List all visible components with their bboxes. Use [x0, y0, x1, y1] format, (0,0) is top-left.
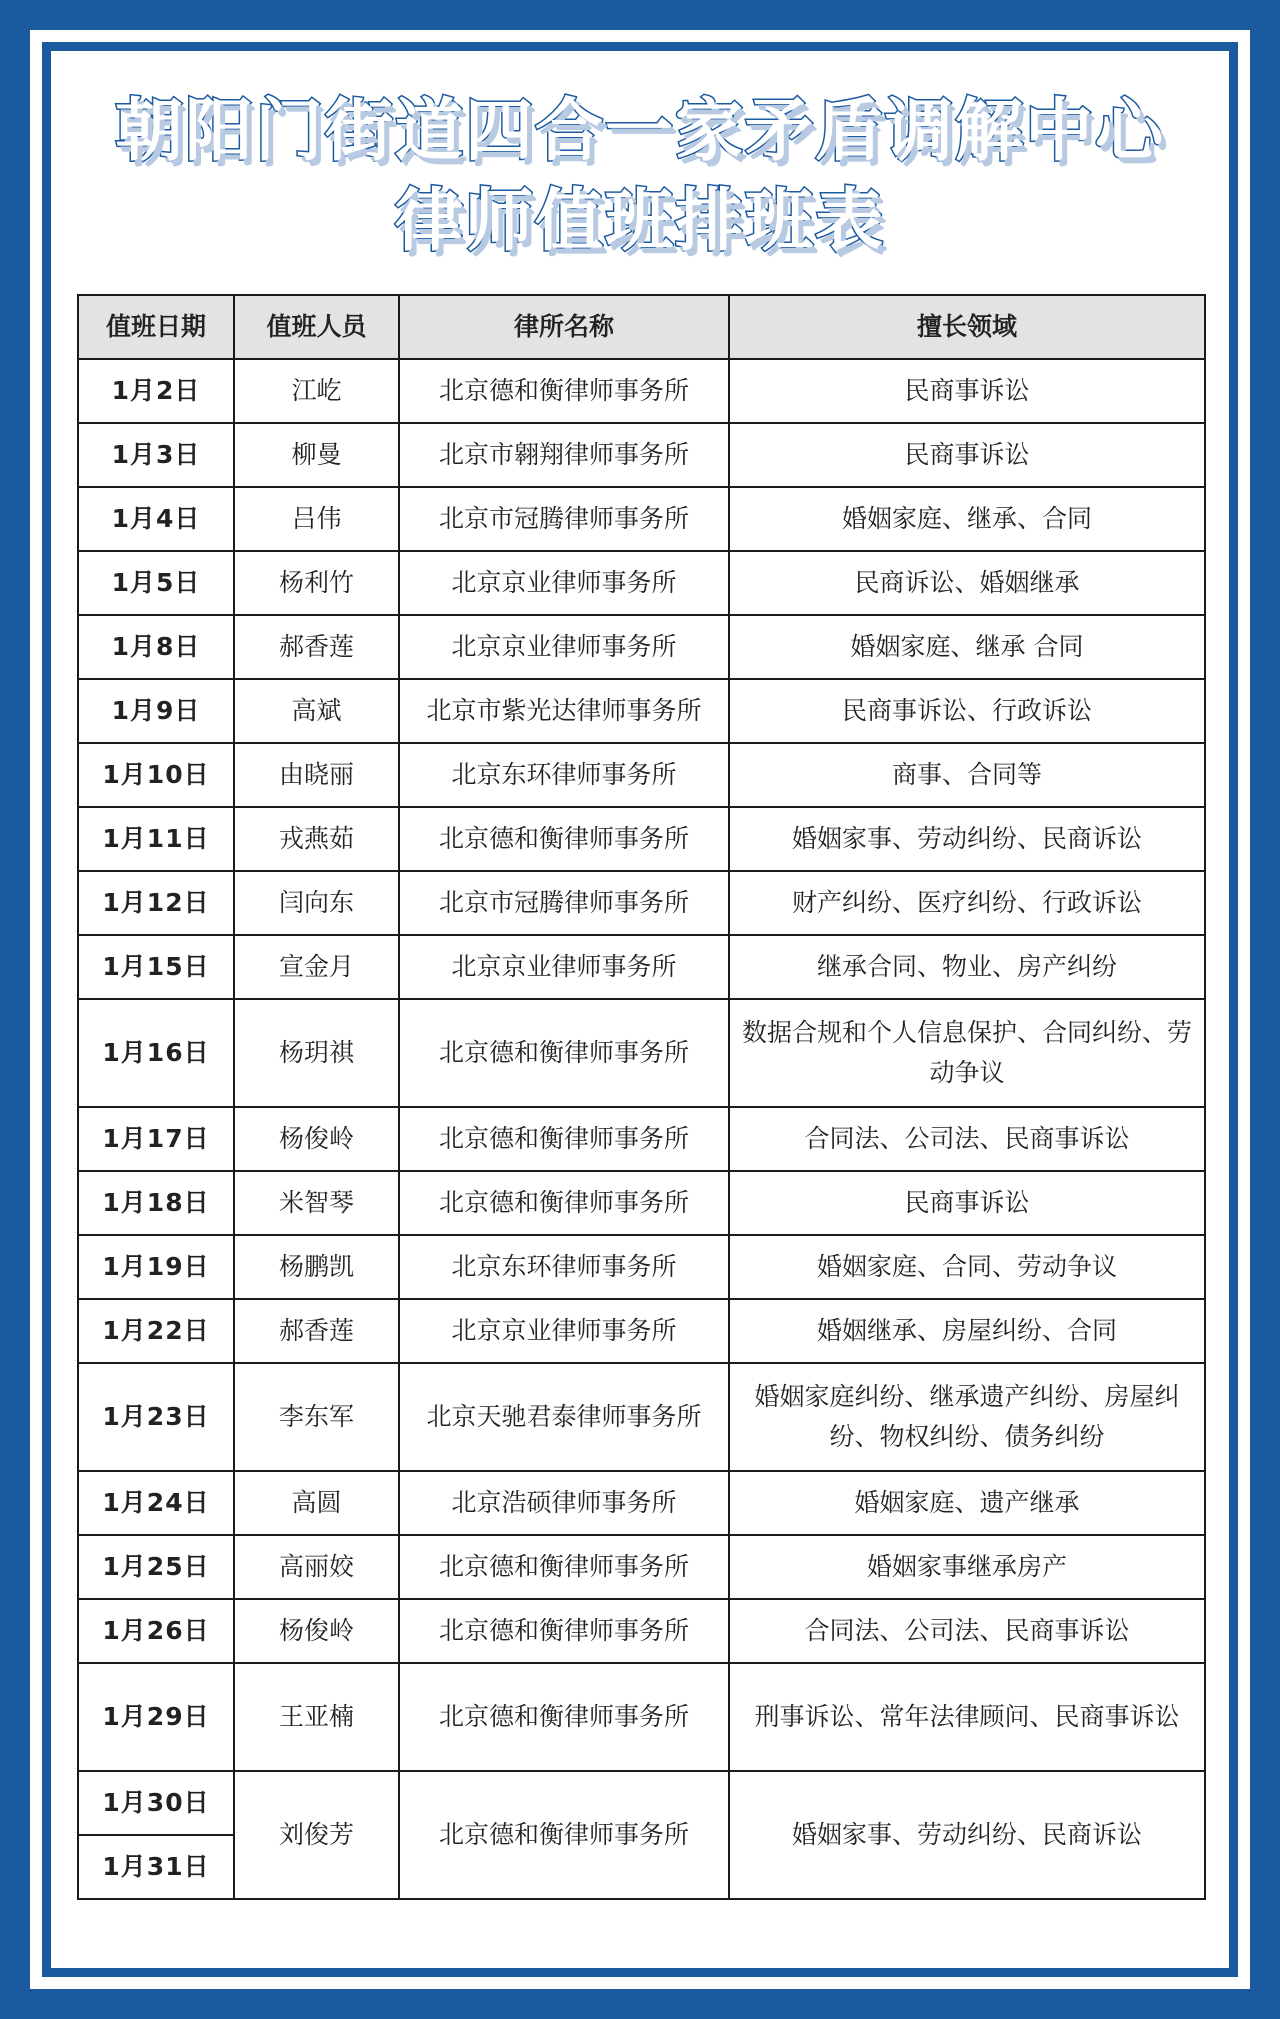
- cell-firm: 北京东环律师事务所: [399, 1235, 729, 1299]
- cell-firm: 北京市冠腾律师事务所: [399, 487, 729, 551]
- cell-field: 合同法、公司法、民商事诉讼: [729, 1107, 1205, 1171]
- cell-person: 江屹: [234, 359, 399, 423]
- cell-date: 1月11日: [78, 807, 234, 871]
- cell-date: 1月30日: [78, 1771, 234, 1835]
- cell-field: 婚姻家庭、合同、劳动争议: [729, 1235, 1205, 1299]
- cell-field: 刑事诉讼、常年法律顾问、民商事诉讼: [729, 1663, 1205, 1771]
- cell-date: 1月31日: [78, 1835, 234, 1899]
- table-row: [78, 743, 1205, 807]
- cell-person: 闫向东: [234, 871, 399, 935]
- table-row: [78, 1599, 1205, 1663]
- cell-firm: 北京市翱翔律师事务所: [399, 423, 729, 487]
- cell-field: 婚姻家庭、遗产继承: [729, 1471, 1205, 1535]
- cell-field: 婚姻家事、劳动纠纷、民商诉讼: [729, 1771, 1205, 1899]
- cell-date: 1月2日: [78, 359, 234, 423]
- cell-firm: 北京德和衡律师事务所: [399, 1599, 729, 1663]
- cell-person: 杨俊岭: [234, 1107, 399, 1171]
- cell-firm: 北京德和衡律师事务所: [399, 1663, 729, 1771]
- cell-field: 婚姻家庭纠纷、继承遗产纠纷、房屋纠纷、物权纠纷、债务纠纷: [729, 1363, 1205, 1471]
- cell-field: 婚姻家庭、继承、合同: [729, 487, 1205, 551]
- cell-date: 1月17日: [78, 1107, 234, 1171]
- cell-firm: 北京德和衡律师事务所: [399, 999, 729, 1107]
- table-row: [78, 999, 1205, 1107]
- cell-field: 民商事诉讼: [729, 423, 1205, 487]
- cell-date: 1月26日: [78, 1599, 234, 1663]
- cell-field: 合同法、公司法、民商事诉讼: [729, 1599, 1205, 1663]
- cell-person: 由晓丽: [234, 743, 399, 807]
- table-row: [78, 615, 1205, 679]
- cell-field: 数据合规和个人信息保护、合同纠纷、劳动争议: [729, 999, 1205, 1107]
- cell-date: 1月8日: [78, 615, 234, 679]
- cell-date: 1月19日: [78, 1235, 234, 1299]
- cell-person: 戎燕茹: [234, 807, 399, 871]
- cell-firm: 北京东环律师事务所: [399, 743, 729, 807]
- cell-date: 1月18日: [78, 1171, 234, 1235]
- cell-person: 李东军: [234, 1363, 399, 1471]
- cell-person: 高丽姣: [234, 1535, 399, 1599]
- table-row: [78, 1771, 1205, 1835]
- cell-field: 婚姻家庭、继承 合同: [729, 615, 1205, 679]
- cell-date: 1月9日: [78, 679, 234, 743]
- cell-field: 民商诉讼、婚姻继承: [729, 551, 1205, 615]
- cell-date: 1月4日: [78, 487, 234, 551]
- cell-field: 婚姻家事继承房产: [729, 1535, 1205, 1599]
- cell-person: 杨鹏凯: [234, 1235, 399, 1299]
- table-row: [78, 1363, 1205, 1471]
- column-header-field: 擅长领域: [729, 295, 1205, 359]
- table-row: [78, 1171, 1205, 1235]
- table-row: [78, 1107, 1205, 1171]
- table-row: [78, 1299, 1205, 1363]
- cell-date: 1月25日: [78, 1535, 234, 1599]
- table-row: [78, 807, 1205, 871]
- table-row: [78, 487, 1205, 551]
- cell-person: 米智琴: [234, 1171, 399, 1235]
- table-row: [78, 1663, 1205, 1771]
- cell-person: 王亚楠: [234, 1663, 399, 1771]
- cell-firm: 北京德和衡律师事务所: [399, 1107, 729, 1171]
- cell-date: 1月29日: [78, 1663, 234, 1771]
- table-row: [78, 679, 1205, 743]
- cell-field: 民商事诉讼: [729, 359, 1205, 423]
- cell-date: 1月3日: [78, 423, 234, 487]
- cell-person: 宣金月: [234, 935, 399, 999]
- cell-date: 1月12日: [78, 871, 234, 935]
- table-row: [78, 359, 1205, 423]
- cell-firm: 北京德和衡律师事务所: [399, 1771, 729, 1899]
- column-header-person: 值班人员: [234, 295, 399, 359]
- cell-firm: 北京德和衡律师事务所: [399, 1171, 729, 1235]
- table-row: [78, 871, 1205, 935]
- cell-firm: 北京德和衡律师事务所: [399, 807, 729, 871]
- cell-firm: 北京京业律师事务所: [399, 551, 729, 615]
- page-title-line2: 律师值班排班表: [394, 182, 885, 261]
- cell-field: 民商事诉讼: [729, 1171, 1205, 1235]
- cell-date: 1月5日: [78, 551, 234, 615]
- cell-field: 商事、合同等: [729, 743, 1205, 807]
- table-header-row: [78, 295, 1205, 359]
- table-row: [78, 1535, 1205, 1599]
- cell-person: 刘俊芳: [234, 1771, 399, 1899]
- cell-date: 1月10日: [78, 743, 234, 807]
- cell-date: 1月23日: [78, 1363, 234, 1471]
- cell-person: 高斌: [234, 679, 399, 743]
- cell-person: 杨利竹: [234, 551, 399, 615]
- cell-firm: 北京市紫光达律师事务所: [399, 679, 729, 743]
- cell-firm: 北京市冠腾律师事务所: [399, 871, 729, 935]
- cell-person: 柳曼: [234, 423, 399, 487]
- table-row: [78, 551, 1205, 615]
- cell-firm: 北京德和衡律师事务所: [399, 359, 729, 423]
- cell-firm: 北京京业律师事务所: [399, 1299, 729, 1363]
- cell-person: 吕伟: [234, 487, 399, 551]
- cell-date: 1月22日: [78, 1299, 234, 1363]
- cell-person: 杨俊岭: [234, 1599, 399, 1663]
- cell-field: 民商事诉讼、行政诉讼: [729, 679, 1205, 743]
- cell-field: 继承合同、物业、房产纠纷: [729, 935, 1205, 999]
- table-row: [78, 1235, 1205, 1299]
- duty-schedule-table: [77, 294, 1206, 1900]
- table-row: [78, 935, 1205, 999]
- cell-firm: 北京德和衡律师事务所: [399, 1535, 729, 1599]
- cell-date: 1月16日: [78, 999, 234, 1107]
- cell-person: 杨玥祺: [234, 999, 399, 1107]
- cell-firm: 北京京业律师事务所: [399, 935, 729, 999]
- table-row: [78, 423, 1205, 487]
- page-title-line1: 朝阳门街道四合一家矛盾调解中心: [114, 92, 1165, 171]
- cell-person: 郝香莲: [234, 1299, 399, 1363]
- cell-person: 郝香莲: [234, 615, 399, 679]
- cell-firm: 北京天驰君泰律师事务所: [399, 1363, 729, 1471]
- cell-field: 财产纠纷、医疗纠纷、行政诉讼: [729, 871, 1205, 935]
- cell-firm: 北京京业律师事务所: [399, 615, 729, 679]
- cell-date: 1月24日: [78, 1471, 234, 1535]
- cell-person: 高圆: [234, 1471, 399, 1535]
- cell-field: 婚姻继承、房屋纠纷、合同: [729, 1299, 1205, 1363]
- table-row: [78, 1471, 1205, 1535]
- cell-firm: 北京浩硕律师事务所: [399, 1471, 729, 1535]
- cell-date: 1月15日: [78, 935, 234, 999]
- cell-field: 婚姻家事、劳动纠纷、民商诉讼: [729, 807, 1205, 871]
- column-header-firm: 律所名称: [399, 295, 729, 359]
- column-header-date: 值班日期: [78, 295, 234, 359]
